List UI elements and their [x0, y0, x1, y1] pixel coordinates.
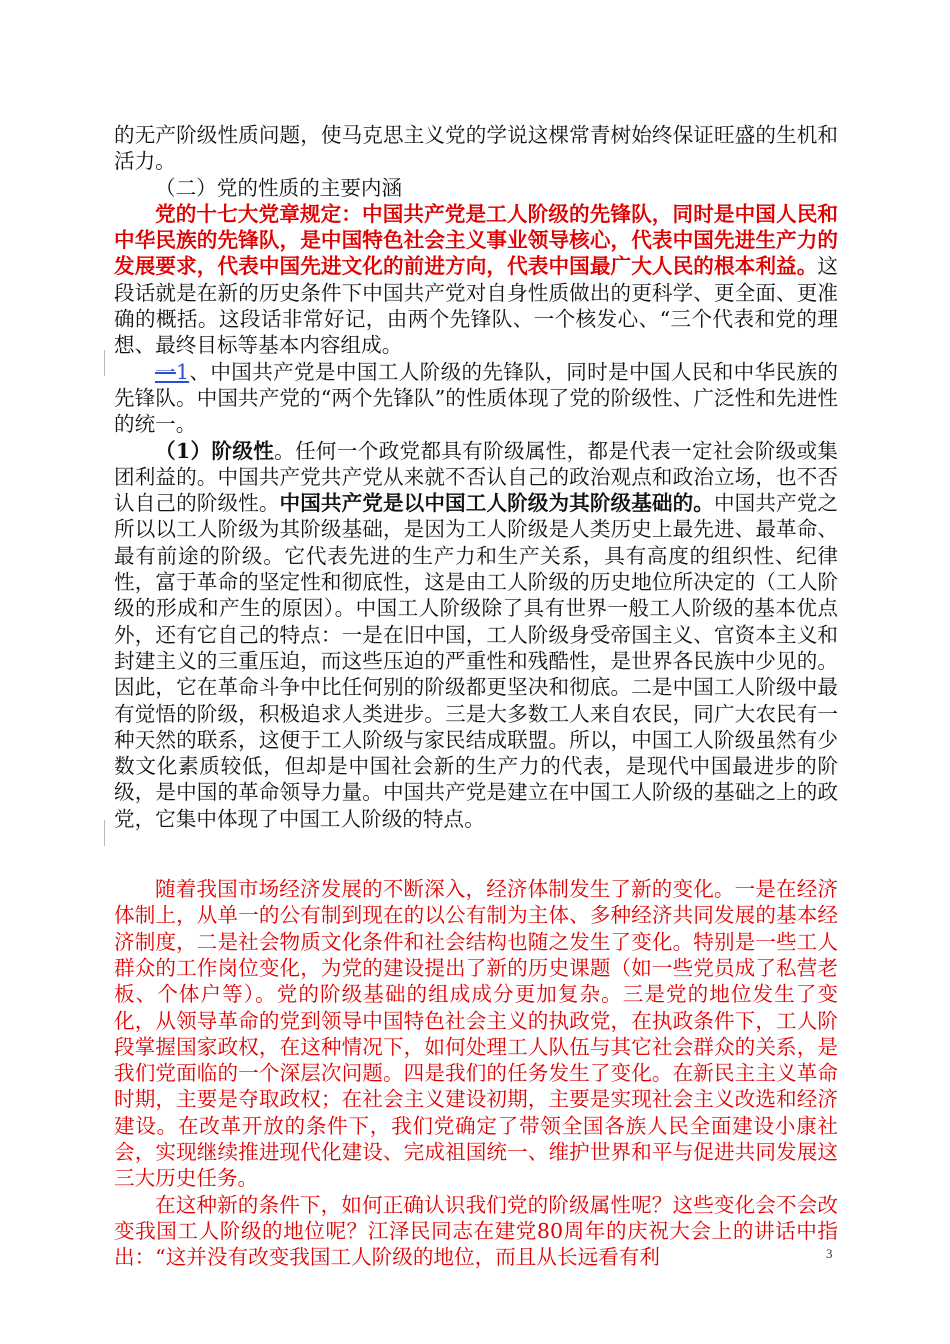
section-heading: （二）党的性质的主要内涵	[155, 175, 403, 200]
page-number: 3	[826, 1246, 833, 1261]
text-run: 、中国共产党是中国工人阶级的先锋队，同时是中国人民和中华民族的先锋队。中国共产党的“两个先锋队”的性质体现了党的阶级性、广泛性和先进性的统一。	[114, 359, 839, 437]
revision-bar	[104, 820, 105, 846]
paragraph	[114, 201, 838, 359]
text-run: 中国共产党之所以以工人阶级为其阶级基础，是因为工人阶级是人类历史上最先进、最革命、最有前途的阶级。它代表先进的生产力和生产关系，具有高度的组织性、纪律性，富于革命的坚定性和彻底性，这是由工人阶级的历史地位所决定的（工人阶级的形成和产生的原因）。中国工人阶级除了具有世界一般工人阶级的基本优点外，还有它自己的特点：一是在旧中国，工人阶级身受帝国主义、官资本主义和封建主义的三重压迫，而这些压迫的严重性和残酷性，是世界各民族中少见的。因此，它在革命斗争中比任何别的阶级都更坚决和彻底。二是中国工人阶级中最有觉悟的阶级，积极追求人类进步。三是大多数工人来自农民，同广大农民有一种天然的联系，这便于工人阶级与家民结成联盟。所以，中国工人阶级虽然有少数文化素质较低，但却是中国社会新的生产力的代表，是现代中国最进步的阶级，是中国的革命领导力量。中国共产党是建立在中国工人阶级的基础之上的政党，它集中体现了中国工人阶级的特点。	[114, 491, 839, 831]
revision-bar	[104, 350, 105, 376]
footnote-link[interactable]: 1	[175, 359, 190, 384]
deleted-text: 一	[155, 359, 176, 384]
text-run: 。任何一个政党都具有阶级属性，都是代表一定社会阶级或集团利益的。中国共产党共产党从来就不否认自己的政治观点和政治立场，也不否认自己的阶级性。	[114, 438, 838, 516]
paragraph	[114, 359, 838, 438]
document-body	[114, 122, 838, 1270]
highlighted-text: 党的十七大党章规定：中国共产党是工人阶级的先锋队，同时是中国人民和中华民族的先锋队，是中国特色社会主义事业领导核心，代表中国先进生产力的发展要求，代表中国先进文化的前进方向，代表中国最广大人民的根本利益。	[114, 201, 838, 279]
paragraph: 随着我国市场经济发展的不断深入，经济体制发生了新的变化。一是在经济体制上，从单一的公有制到现在的以公有制为主体、多种经济共同发展的基本经济制度，二是社会物质文化条件和社会结构也随之发生了变化。特别是一些工人群众的工作岗位变化，为党的建设提出了新的历史课题（如一些党员成了私营老板、个体户等）。党的阶级基础的组成成分更加复杂。三是党的地位发生了变化，从领导革命的党到领导中国特色社会主义的执政党，在执政条件下，工人阶段掌握国家政权，在这种情况下，如何处理工人队伍与其它社会群众的关系，是我们党面临的一个深层次问题。四是我们的任务发生了变化。在新民主主义革命时期，主要是夺取政权；在社会主义建设初期，主要是实现社会主义改选和经济建设。在改革开放的条件下，我们党确定了带领全国各族人民全面建设小康社会，实现继续推进现代化建设、完成祖国统一、维护世界和平与促进共同发展这三大历史任务。	[114, 877, 838, 1191]
paragraph: 的无产阶级性质问题，使马克思主义党的学说这棵常青树始终保证旺盛的生机和活力。	[114, 123, 838, 174]
bold-heading: （1）阶级性	[155, 438, 275, 463]
paragraph: 在这种新的条件下，如何正确认识我们党的阶级属性呢？这些变化会不会改变我国工人阶级的地位呢？江泽民同志在建党80周年的庆祝大会上的讲话中指出：“这并没有改变我国工人阶级的地位，而且从长远看有利	[114, 1192, 838, 1270]
blank-line	[114, 832, 838, 876]
paragraph	[114, 438, 838, 832]
bold-text: 中国共产党是以中国工人阶级为其阶级基础的。	[279, 491, 714, 516]
text-run: 这段话就是在新的历史条件下中国共产党对自身性质做出的更科学、更全面、更准确的概括。这段话非常好记，由两个先锋队、一个核发心、“三个代表和党的理想、最终目标等基本内容组成。	[114, 254, 838, 358]
